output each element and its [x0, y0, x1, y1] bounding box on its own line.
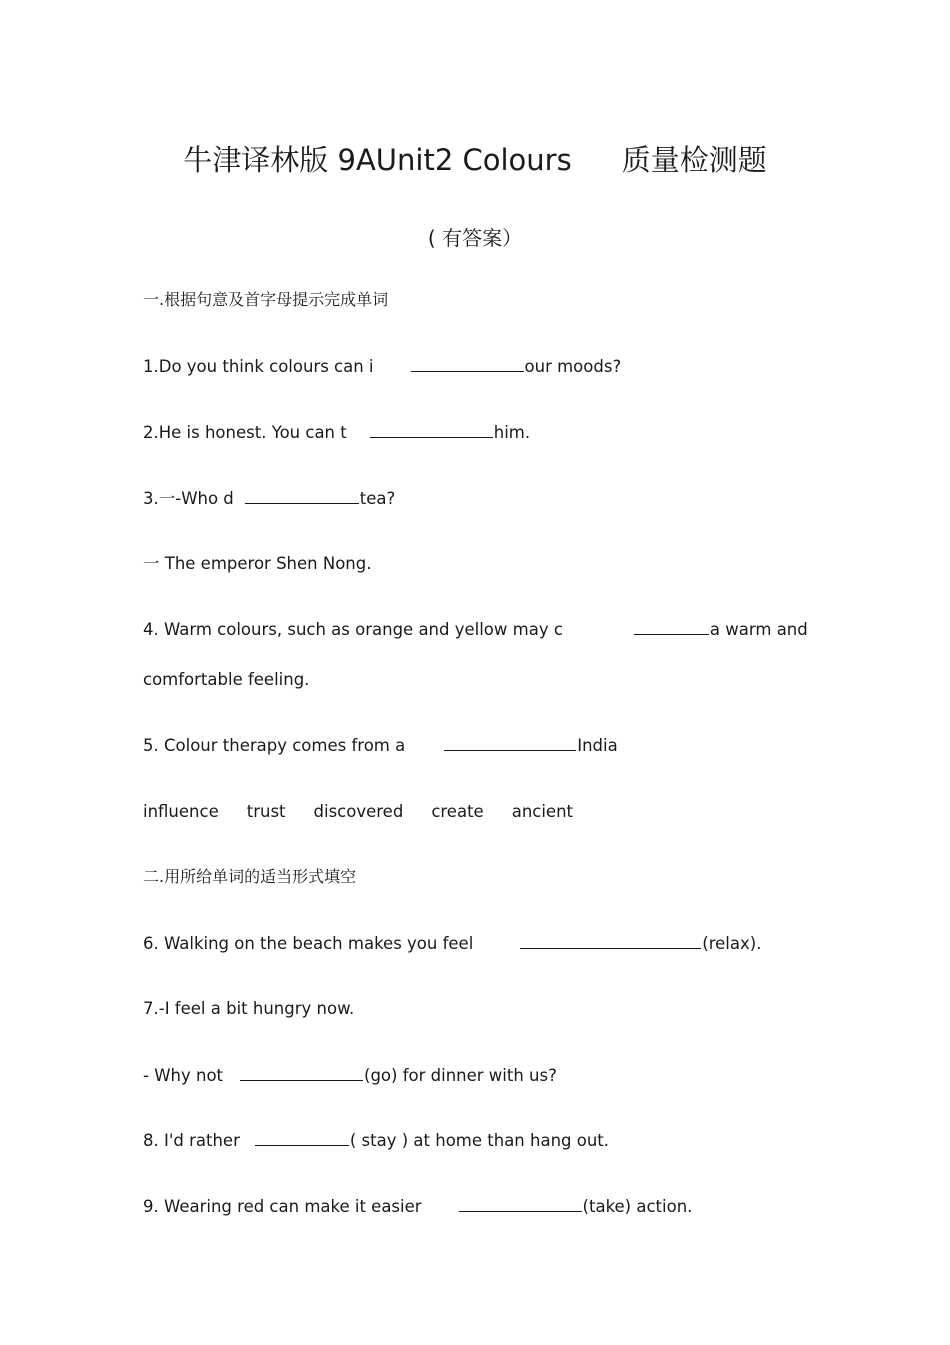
question-9	[143, 1195, 692, 1219]
question-6-text: 6. Walking on the beach makes you feel	[143, 934, 474, 953]
page-title	[0, 140, 950, 180]
section-2-heading: 二.用所给单词的适当形式填空	[143, 867, 357, 886]
question-2	[143, 421, 530, 445]
answer-blank-1[interactable]	[411, 355, 524, 372]
title-part1: 牛津译林版 9AUnit2 Colours	[183, 143, 572, 177]
answer-blank-7[interactable]	[240, 1064, 363, 1081]
title-part2: 质量检测题	[621, 143, 767, 177]
answer-blank-6[interactable]	[520, 932, 701, 949]
question-8-tail: ( stay ) at home than hang out.	[349, 1131, 610, 1150]
question-7-prompt: 7.-I feel a bit hungry now.	[143, 999, 355, 1018]
question-4-text: 4. Warm colours, such as orange and yellow may c	[143, 620, 563, 639]
question-3-answer: 一 The emperor Shen Nong.	[143, 554, 372, 573]
question-9-text: 9. Wearing red can make it easier	[143, 1197, 422, 1216]
answer-blank-3[interactable]	[245, 487, 359, 504]
word-bank-item: ancient	[511, 802, 574, 821]
answer-blank-5[interactable]	[444, 734, 576, 751]
question-7	[143, 1064, 557, 1088]
page-subtitle: ( 有答案）	[427, 226, 523, 250]
question-4	[143, 618, 808, 642]
question-3	[143, 487, 395, 511]
question-3-text: 3.一-Who d	[143, 489, 234, 508]
word-bank-item: create	[431, 802, 484, 821]
word-bank-item: influence	[143, 802, 219, 821]
question-5	[143, 734, 618, 758]
question-8	[143, 1129, 609, 1153]
question-2-tail: him.	[493, 423, 531, 442]
question-1-tail: our moods?	[524, 357, 622, 376]
answer-blank-9[interactable]	[459, 1195, 582, 1212]
answer-blank-2[interactable]	[370, 421, 493, 438]
question-6-tail: (relax).	[702, 934, 762, 953]
question-4-tail: a warm and	[709, 620, 808, 639]
section-1-heading: 一.根据句意及首字母提示完成单词	[143, 290, 389, 309]
question-6	[143, 932, 761, 956]
question-1	[143, 355, 621, 379]
word-bank	[143, 800, 601, 824]
question-8-text: 8. I'd rather	[143, 1131, 240, 1150]
question-2-text: 2.He is honest. You can t	[143, 423, 347, 442]
answer-blank-4[interactable]	[634, 618, 709, 635]
word-bank-item: trust	[246, 802, 286, 821]
word-bank-item: discovered	[313, 802, 404, 821]
question-9-tail: (take) action.	[582, 1197, 693, 1216]
question-7-tail: (go) for dinner with us?	[364, 1066, 557, 1085]
question-5-text: 5. Colour therapy comes from a	[143, 736, 406, 755]
answer-blank-8[interactable]	[255, 1129, 349, 1146]
question-7-text: - Why not	[143, 1066, 224, 1085]
question-3-tail: tea?	[359, 489, 396, 508]
question-4-continuation: comfortable feeling.	[143, 670, 310, 689]
question-5-tail: India	[577, 736, 618, 755]
question-1-text: 1.Do you think colours can i	[143, 357, 374, 376]
